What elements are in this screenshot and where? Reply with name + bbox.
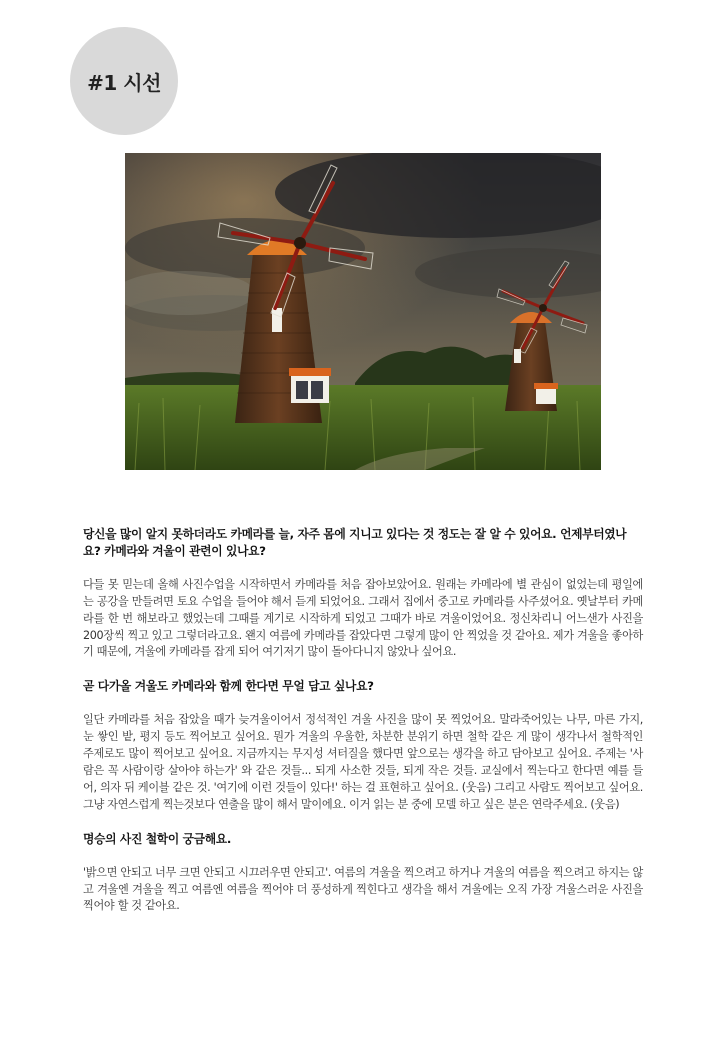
answer-1: 다들 못 믿는데 올해 사진수업을 시작하면서 카메라를 처음 잡아보았어요. 원래는 카메라에 별 관심이 없었는데 평일에는 공강을 만들려면 토요 수업을 들어야 해서 듣게 되었어요. 그래서 집에서 중고로 카메라를 사주셨어요. 옛날부터 카메라를 한 번 해보라고 했었는데 그때를 계기로 시작하게 되었고 그때가 바로 겨울이었어요. 정신차리니 어느샌가 사진을 200장씩 찍고 있고 그렇더라고요. 왠지 여름에 카메라를 잡았다면 그렇게 많이 안 찍었을 것 같아요. 제가 겨울을 좋아하기 때문에, 겨울에 카메라를 잡게 되어 여기저기 많이 돌아다니지 않았나 싶어요. [83,577,643,659]
windmill-photo [125,153,601,470]
question-1: 당신을 많이 알지 못하더라도 카메라를 늘, 자주 몸에 지니고 있다는 것 정도는 잘 알 수 있어요. 언제부터였나요? 카메라와 겨울이 관련이 있나요? [83,527,627,558]
interview-body [83,526,643,915]
answer-3: '밝으면 안되고 너무 크면 안되고 시끄러우면 안되고'. 여름의 겨울을 찍으려고 하거나 겨울의 여름을 찍으려고 하지는 않고 겨울엔 겨울을 찍고 여름엔 여름을 찍어야 더 풍성하게 찍힌다고 생각을 해서 겨울에는 오직 가장 겨울스러운 사진을 찍어야 할 것 같아요. [83,865,643,913]
answer-2: 일단 카메라를 처음 잡았을 때가 늦겨울이어서 정석적인 겨울 사진을 많이 못 찍었어요. 말라죽어있는 나무, 마른 가지, 눈 쌓인 밭, 평지 등도 찍어보고 싶어요. 뭔가 겨울의 우울한, 차분한 분위기 하면 철학 같은 게 많이 생각나서 철학적인 주제로도 많이 찍어보고 싶어요. 지금까지는 무지성 셔터질을 했다면 앞으로는 생각을 하고 담아보고 싶어요. 주제는 '사람은 꼭 사람이랑 살아야 하는가' 와 같은 것들... 되게 사소한 것들, 되게 작은 것들. 교실에서 찍는다고 한다면 예를 들어, 의자 뒤 케이블 같은 것. '여기에 이런 것들이 있다!' 하는 걸 표현하고 싶어요. (웃음) 그리고 사람도 찍어보고 싶어요. 그냥 자연스럽게 찍는것보다 연출을 많이 해서 말이에요. 이거 읽는 분 중에 모델 하고 싶은 분은 연락주세요. (웃음) [83,713,643,811]
title-badge [70,27,178,135]
question-3: 명승의 사진 철학이 궁금해요. [83,831,231,846]
page-title: #1 시선 [87,70,161,95]
question-2: 곧 다가올 겨울도 카메라와 함께 한다면 무얼 담고 싶나요? [83,679,374,694]
